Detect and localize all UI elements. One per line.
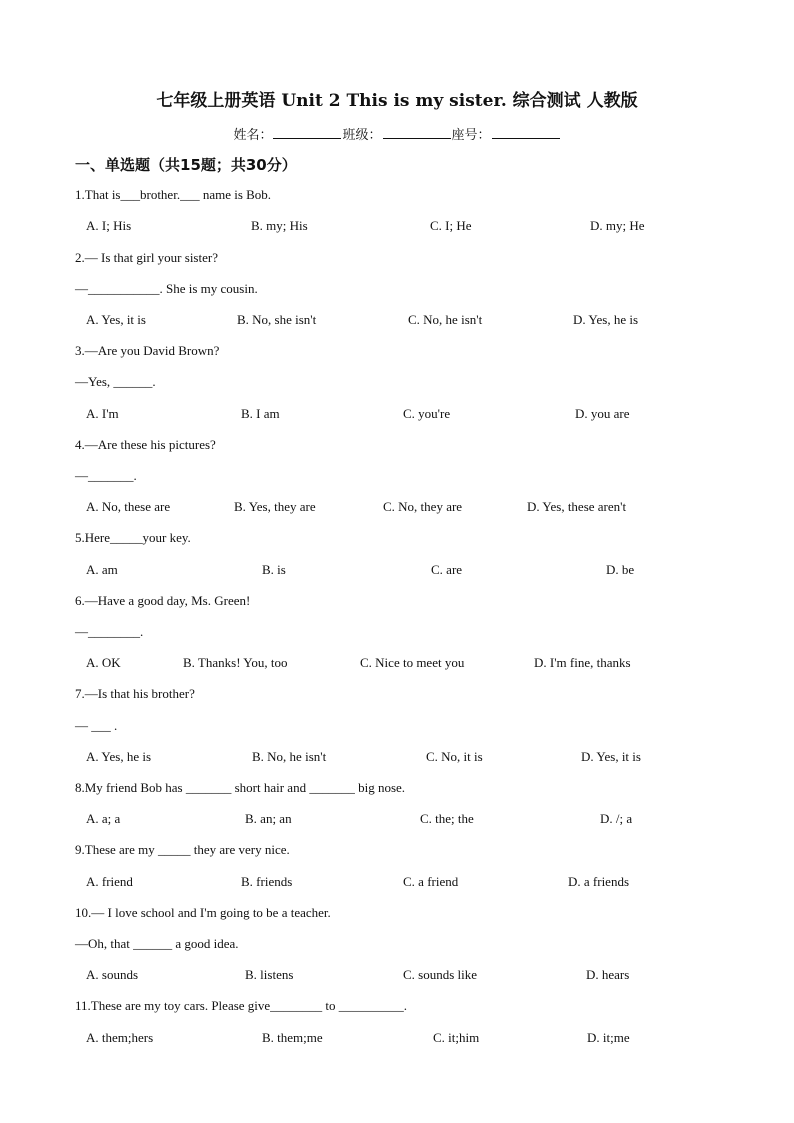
option-a[interactable]: A. am <box>86 562 118 577</box>
name-label: 姓名： <box>233 127 273 142</box>
options-q5 <box>0 562 794 580</box>
options-q2 <box>0 312 794 330</box>
option-d[interactable]: D. my; He <box>590 218 645 233</box>
option-a[interactable]: A. them;hers <box>86 1030 154 1045</box>
question-1: 1.That is___brother.___ name is Bob. <box>75 187 272 202</box>
option-b[interactable]: B. No, she isn't <box>237 312 317 327</box>
question-4: 4.—Are these his pictures? <box>75 437 216 452</box>
question-2: 2.— Is that girl your sister? <box>75 250 218 265</box>
question-3: 3.—Are you David Brown? <box>75 343 220 358</box>
section-heading: 一、单选题（共15题；共30分） <box>75 156 297 174</box>
student-info-line <box>0 124 794 143</box>
option-b[interactable]: B. listens <box>245 967 294 982</box>
option-a[interactable]: A. No, these are <box>86 499 171 514</box>
option-d[interactable]: D. Yes, these aren't <box>527 499 627 514</box>
option-d[interactable]: D. hears <box>586 967 630 982</box>
option-d[interactable]: D. I'm fine, thanks <box>534 655 631 670</box>
seat-blank[interactable] <box>492 125 560 139</box>
option-c[interactable]: C. sounds like <box>403 967 478 982</box>
option-d[interactable]: D. it;me <box>587 1030 630 1045</box>
option-c[interactable]: C. No, he isn't <box>408 312 483 327</box>
question-6-reply: —________. <box>75 624 144 639</box>
options-q6 <box>0 655 794 673</box>
option-c[interactable]: C. you're <box>403 406 451 421</box>
question-2-reply: —___________. She is my cousin. <box>75 281 258 296</box>
option-b[interactable]: B. Thanks! You, too <box>183 655 288 670</box>
option-a[interactable]: A. friend <box>86 874 133 889</box>
option-a[interactable]: A. Yes, he is <box>86 749 152 764</box>
option-c[interactable]: C. a friend <box>403 874 459 889</box>
question-5: 5.Here_____your key. <box>75 530 191 545</box>
option-b[interactable]: B. Yes, they are <box>234 499 316 514</box>
option-d[interactable]: D. /; a <box>600 811 633 826</box>
options-q9 <box>0 874 794 892</box>
option-c[interactable]: C. are <box>431 562 463 577</box>
option-d[interactable]: D. Yes, it is <box>581 749 641 764</box>
option-c[interactable]: C. it;him <box>433 1030 480 1045</box>
options-q1 <box>0 218 794 236</box>
option-a[interactable]: A. a; a <box>86 811 121 826</box>
option-a[interactable]: A. Yes, it is <box>86 312 146 327</box>
question-7-reply: — ___ . <box>75 718 118 733</box>
option-a[interactable]: A. sounds <box>86 967 139 982</box>
question-11: 11.These are my toy cars. Please give________ to __________. <box>75 998 408 1013</box>
option-c[interactable]: C. Nice to meet you <box>360 655 465 670</box>
options-q4 <box>0 499 794 517</box>
option-b[interactable]: B. my; His <box>251 218 308 233</box>
question-10: 10.— I love school and I'm going to be a teacher. <box>75 905 331 920</box>
question-9: 9.These are my _____ they are very nice. <box>75 842 290 857</box>
question-8: 8.My friend Bob has _______ short hair and _______ big nose. <box>75 780 406 795</box>
question-10-reply: —Oh, that ______ a good idea. <box>75 936 239 951</box>
question-7: 7.—Is that his brother? <box>75 686 195 701</box>
option-b[interactable]: B. I am <box>241 406 280 421</box>
option-d[interactable]: D. be <box>606 562 635 577</box>
option-c[interactable]: C. No, they are <box>383 499 463 514</box>
options-q8 <box>0 811 794 829</box>
option-b[interactable]: B. an; an <box>245 811 292 826</box>
options-q11 <box>0 1030 794 1048</box>
option-a[interactable]: A. I; His <box>86 218 132 233</box>
option-d[interactable]: D. you are <box>575 406 630 421</box>
options-q3 <box>0 406 794 424</box>
seat-label: 座号： <box>451 127 491 142</box>
option-d[interactable]: D. a friends <box>568 874 630 889</box>
name-blank[interactable] <box>273 125 341 139</box>
option-c[interactable]: C. No, it is <box>426 749 483 764</box>
option-b[interactable]: B. No, he isn't <box>252 749 327 764</box>
option-c[interactable]: C. I; He <box>430 218 472 233</box>
option-a[interactable]: A. I'm <box>86 406 119 421</box>
question-6: 6.—Have a good day, Ms. Green! <box>75 593 251 608</box>
option-b[interactable]: B. is <box>262 562 286 577</box>
option-a[interactable]: A. OK <box>86 655 121 670</box>
option-c[interactable]: C. the; the <box>420 811 474 826</box>
class-label: 班级： <box>342 127 382 142</box>
class-blank[interactable] <box>383 125 451 139</box>
page-title: 七年级上册英语 Unit 2 This is my sister. 综合测试 人教版 <box>156 91 638 111</box>
options-q7 <box>0 749 794 767</box>
options-q10 <box>0 967 794 985</box>
question-3-reply: —Yes, ______. <box>75 374 156 389</box>
question-4-reply: —_______. <box>75 468 137 483</box>
option-b[interactable]: B. them;me <box>262 1030 323 1045</box>
option-d[interactable]: D. Yes, he is <box>573 312 639 327</box>
option-b[interactable]: B. friends <box>241 874 293 889</box>
